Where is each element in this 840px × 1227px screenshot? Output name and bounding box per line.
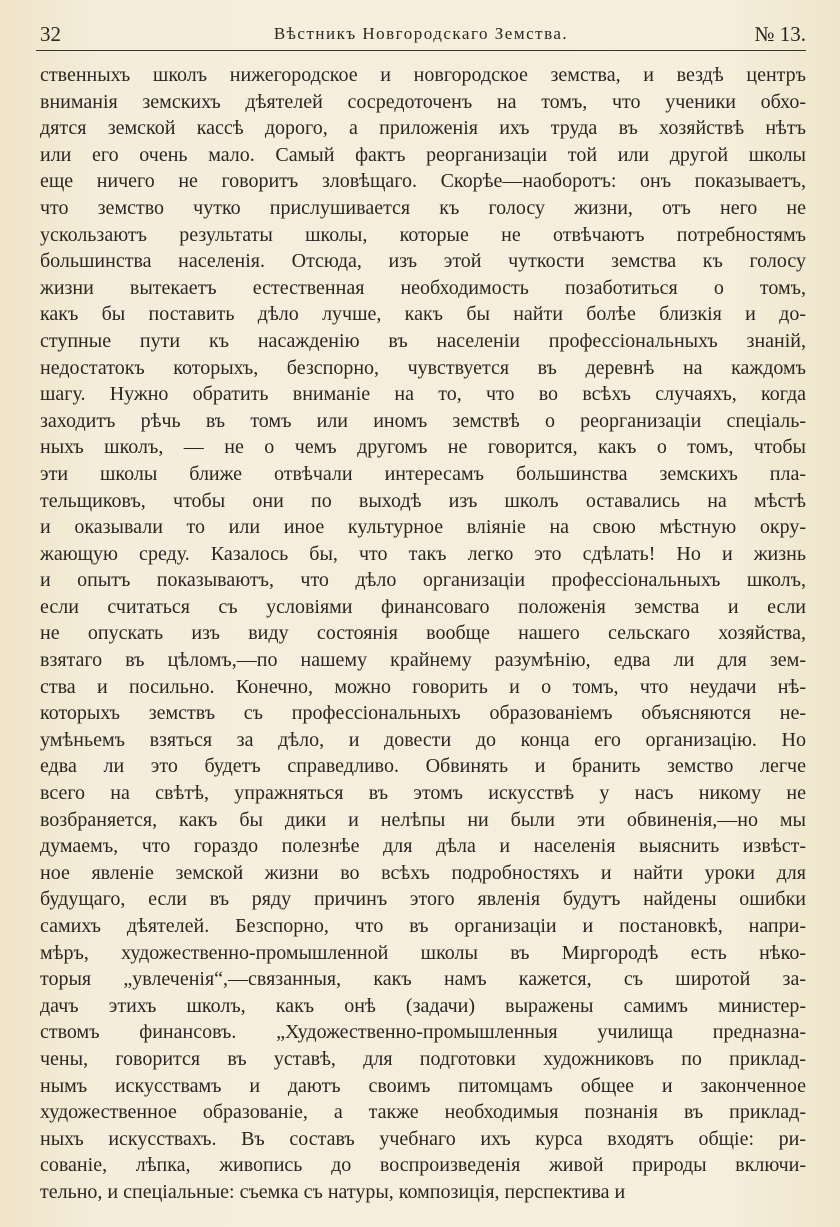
text-line: ныхъ искусствахъ. Въ составъ учебнаго ихъ курса входятъ общіе: ри- [40,1127,806,1150]
text-line: мѣръ, художественно-промышленной школы въ Миргородѣ есть нѣко- [40,941,806,964]
text-line: если считаться съ условіями финансоваго положенія земства и если [40,595,806,618]
text-line: ныхъ школъ, — не о чемъ другомъ не говорится, какъ о томъ, чтобы [40,436,806,459]
text-line: ускользаютъ результаты школы, которые не отвѣчаютъ потребностямъ [40,223,806,246]
text-line: дятся земской кассѣ дорого, а приложенія ихъ труда въ хозяйствѣ нѣтъ [40,117,806,140]
text-line: вниманія земскихъ дѣятелей сосредоточенъ на томъ, что ученики обхо- [40,90,806,113]
text-line: тельно, и спеціальные: съемка съ натуры, композиція, перспектива и [40,1180,626,1203]
text-line: дачъ этихъ школъ, какъ онѣ (задачи) выражены самимъ министер- [40,994,806,1017]
text-line: думаемъ, что гораздо полезнѣе для дѣла и населенія выяснить извѣст- [40,835,806,858]
text-line: шагу. Нужно обратить вниманіе на то, что во всѣхъ случаяхъ, когда [40,383,806,406]
body-text [40,62,806,1206]
text-line: умѣньемъ взяться за дѣло, и довести до конца его организацію. Но [40,728,806,751]
text-line: не опускать изъ виду состоянія вообще нашего сельскаго хозяйства, [40,622,806,645]
text-line: какъ бы поставить дѣло лучше, какъ бы найти болѣе близкія и до- [40,303,806,326]
text-line: жающую среду. Казалось бы, что такъ легко это сдѣлать! Но и жизнь [40,542,806,565]
text-line: сованіе, лѣпка, живопись до воспроизведенія живой природы включи- [40,1154,806,1177]
text-line: художественное образованіе, а также необходимыя познанія въ приклад- [40,1101,806,1124]
text-line: заходитъ рѣчь въ томъ или иномъ земствѣ о реорганизаціи спеціаль- [40,409,806,432]
text-line: недостатокъ которыхъ, безспорно, чувствуется въ деревнѣ на каждомъ [40,356,806,379]
text-line: которыхъ земствъ съ профессіональныхъ образованіемъ объясняются не- [40,702,806,725]
text-line: большинства населенія. Отсюда, изъ этой чуткости земства къ голосу [40,250,806,273]
text-line: едва ли это будетъ справедливо. Обвинять и бранить земство легче [40,755,806,778]
page-header [36,20,806,52]
text-line: всего на свѣтѣ, упражняться въ этомъ искусствѣ у насъ никому не [40,782,806,805]
text-line: ступные пути къ насажденію въ населеніи профессіональныхъ знаній, [40,329,806,352]
text-line: и опытъ показываютъ, что дѣло организаціи профессіональныхъ школъ, [40,569,806,592]
text-line: еще ничего не говоритъ зловѣщаго. Скорѣе—наоборотъ: онъ показываетъ, [40,170,806,193]
text-line: чены, говорится въ уставѣ, для подготовки художниковъ по приклад- [40,1047,806,1070]
text-line: тельщиковъ, чтобы они по выходѣ изъ школъ оставались на мѣстѣ [40,489,806,512]
text-line: что земство чутко прислушивается къ голосу жизни, отъ него не [40,196,806,219]
text-line: взятаго въ цѣломъ,—по нашему крайнему разумѣнію, едва ли для зем- [40,649,806,672]
text-line: ства и посильно. Конечно, можно говорить и о томъ, что неудачи нѣ- [40,675,806,698]
text-line: или его очень мало. Самый фактъ реорганизаціи той или другой школы [40,143,806,166]
text-line: жизни вытекаетъ естественная необходимость позаботиться о томъ, [40,276,806,299]
text-line: возбраняется, какъ бы дики и нелѣпы ни были эти обвиненія,—но мы [40,808,806,831]
page-number: 32 [40,22,61,46]
text-line: эти школы ближе отвѣчали интересамъ большинства земскихъ пла- [40,462,806,485]
text-line: ствомъ финансовъ. „Художественно-промышленныя училища предназна- [40,1021,806,1044]
header-rule [36,50,806,51]
text-line: торыя „увлеченія“,—связанныя, какъ намъ кажется, съ широтой за- [40,968,806,991]
running-title: Вѣстникъ Новгородскаго Земства. [273,24,569,43]
issue-number: № 13. [754,22,806,46]
text-line: нымъ искусствамъ и даютъ своимъ питомцамъ общее и законченное [40,1074,806,1097]
text-line: ное явленіе земской жизни во всѣхъ подробностяхъ и найти уроки для [40,861,806,884]
text-line: самихъ дѣятелей. Безспорно, что въ организаціи и постановкѣ, напри- [40,915,806,937]
text-line: и оказывали то или иное культурное вліяніе на свою мѣстную окру- [40,516,806,539]
text-line: будущаго, если въ ряду причинъ этого явленія будутъ найдены ошибки [40,888,806,911]
text-line: ственныхъ школъ нижегородское и новгородское земства, и вездѣ центръ [40,64,806,86]
